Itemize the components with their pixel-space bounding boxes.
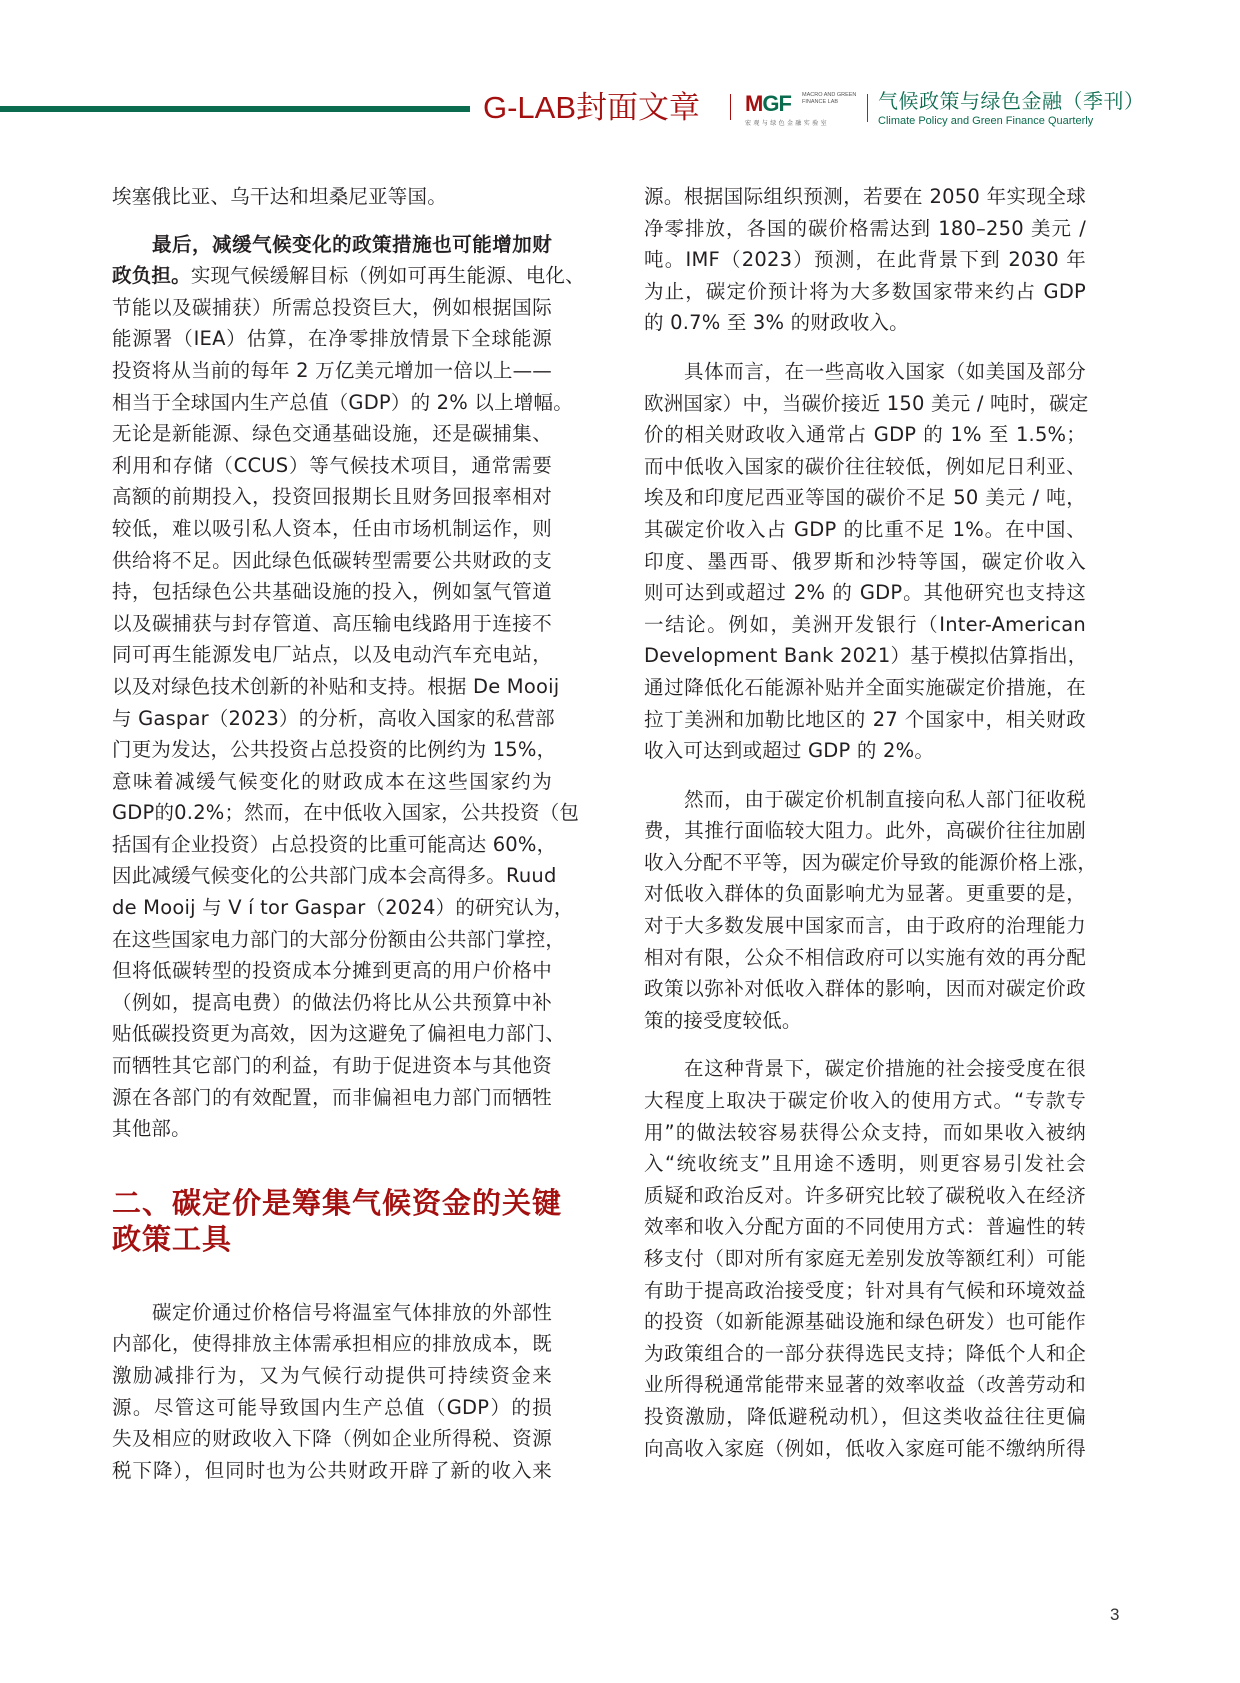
paragraph-line: 其他部。 <box>112 1117 191 1141</box>
logo-gf: GF <box>762 91 791 116</box>
paragraph-line: 通过降低化石能源补贴并全面实施碳定价措施，在 <box>644 675 1086 699</box>
paragraph-line: 策的接受度较低。 <box>644 1008 802 1032</box>
logo-m: M <box>745 91 763 116</box>
journal-title-en: Climate Policy and Green Finance Quarterly <box>878 115 1094 127</box>
left-column <box>112 181 585 1486</box>
paragraph-line: 净零排放，各国的碳价格需达到 180–250 美元 / <box>644 216 1086 240</box>
paragraph-line: 持，包括绿色公共基础设施的投入，例如氢气管道 <box>112 580 552 604</box>
paragraph-line: （例如，提高电费）的做法仍将比从公共预算中补 <box>112 990 552 1014</box>
paragraph-line: 源。根据国际组织预测，若要在 2050 年实现全球 <box>644 185 1086 208</box>
paragraph-line: Development Bank 2021）基于模拟估算指出， <box>644 644 1088 668</box>
paragraph-line: 埃及和印度尼西亚等国的碳价不足 50 美元 / 吨， <box>644 486 1086 510</box>
paragraph <box>644 181 1086 339</box>
paragraph-line: 大程度上取决于碳定价收入的使用方式。“专款专 <box>644 1089 1086 1113</box>
paragraph-line: 其碳定价收入占 GDP 的比重不足 1%。在中国、 <box>644 517 1086 541</box>
paragraph-line: 利用和存储（CCUS）等气候技术项目，通常需要 <box>112 453 552 477</box>
paragraph-line: 的 0.7% 至 3% 的财政收入。 <box>644 311 909 335</box>
right-column <box>644 181 1098 1464</box>
paragraph-line: 无论是新能源、绿色交通基础设施，还是碳捕集、 <box>112 422 552 446</box>
paragraph-line: 因此减缓气候变化的公共部门成本会高得多。Ruud <box>112 864 557 888</box>
paragraph-line: GDP的0.2%；然而，在中低收入国家，公共投资（包 <box>112 801 580 825</box>
paragraph-line: 然而，由于碳定价机制直接向私人部门征收税 <box>684 787 1086 811</box>
paragraph-line: 对低收入群体的负面影响尤为显著。更重要的是， <box>644 882 1086 906</box>
paragraph-line: 节能以及碳捕获）所需总投资巨大，例如根据国际 <box>112 295 552 319</box>
paragraph-line: 门更为发达，公共投资占总投资的比例约为 15%， <box>112 738 557 762</box>
paragraph-line: 费，其推行面临较大阻力。此外，高碳价往往加剧 <box>644 819 1086 843</box>
paragraph-line: 业所得税通常能带来显著的效率收益（改善劳动和 <box>644 1373 1086 1397</box>
bold-text: 政负担。 <box>112 264 191 288</box>
paragraph-line: 用”的做法较容易获得公众支持，而如果收入被纳 <box>644 1120 1086 1144</box>
paragraph-line: 为政策组合的一部分获得选民支持；降低个人和企 <box>644 1341 1086 1365</box>
paragraph-line: 税下降），但同时也为公共财政开辟了新的收入来 <box>112 1458 552 1482</box>
paragraph-line: 拉丁美洲和加勒比地区的 27 个国家中，相关财政 <box>644 707 1086 731</box>
paragraph <box>644 356 1089 767</box>
paragraph-line: 贴低碳投资更为高效，因为这避免了偏袒电力部门、 <box>112 1022 566 1046</box>
paragraph-line: 供给将不足。因此绿色低碳转型需要公共财政的支 <box>112 548 552 572</box>
paragraph-line: 向高收入家庭（例如，低收入家庭可能不缴纳所得 <box>644 1436 1086 1460</box>
paragraph-line: 在这些国家电力部门的大部分份额由公共部门掌控， <box>112 927 566 951</box>
paragraph-line: 移支付（即对所有家庭无差别发放等额红利）可能 <box>644 1247 1086 1270</box>
paragraph-line: 欧洲国家）中，当碳价接近 150 美元 / 吨时，碳定 <box>644 391 1089 415</box>
paragraph-line: 收入可达到或超过 GDP 的 2%。 <box>644 739 935 763</box>
paragraph-line: 高额的前期投入，投资回报期长且财务回报率相对 <box>112 485 552 509</box>
paragraph-line: 在这种背景下，碳定价措施的社会接受度在很 <box>684 1057 1086 1081</box>
logo-chinese-name: 宏观与绿色金融实验室 <box>745 120 830 127</box>
section-label: G-LAB封面文章 <box>483 90 701 125</box>
header-rule <box>0 106 470 112</box>
paragraph-line: 为止，碳定价预计将为大多数国家带来约占 GDP <box>644 279 1086 303</box>
paragraph-line: 投资将从当前的每年 2 万亿美元增加一倍以上—— <box>112 358 552 382</box>
journal-title <box>878 88 1145 128</box>
paragraph-line: 内部化，使得排放主体需承担相应的排放成本，既 <box>112 1332 552 1356</box>
header-divider <box>867 94 868 122</box>
paragraph-line: 激励减排行为，又为气候行动提供可持续资金来 <box>112 1364 552 1387</box>
paragraph-line: 相当于全球国内生产总值（GDP）的 2% 以上增幅。 <box>112 390 573 414</box>
paragraph <box>112 1297 552 1487</box>
section-heading-line: 政策工具 <box>112 1221 233 1256</box>
paragraph-line: 较低，难以吸引私人资本，任由市场机制运作，则 <box>112 516 552 540</box>
paragraph-line: 一结论。例如，美洲开发银行（Inter-American <box>644 612 1086 636</box>
paragraph-line: 具体而言，在一些高收入国家（如美国及部分 <box>684 359 1086 383</box>
paragraph-line: 政策以弥补对低收入群体的影响，因而对碳定价政 <box>644 977 1086 1001</box>
paragraph-line: 的投资（如新能源基础设施和绿色研发）也可能作 <box>644 1310 1086 1334</box>
paragraph-line <box>112 260 585 292</box>
mgf-logo-mark <box>745 92 791 116</box>
paragraph-line: de Mooij 与 V í tor Gaspar（2024）的研究认为， <box>112 896 574 920</box>
paragraph-line: 效率和收入分配方面的不同使用方式：普遍性的转 <box>644 1215 1086 1239</box>
page-header <box>0 88 1240 136</box>
paragraph-line: 印度、墨西哥、俄罗斯和沙特等国，碳定价收入 <box>644 549 1086 573</box>
journal-title-cn: 气候政策与绿色金融（季刊） <box>878 89 1145 113</box>
paragraph-line: 意味着减缓气候变化的财政成本在这些国家约为 <box>112 769 552 793</box>
paragraph-line: 入“统收统支”且用途不透明，则更容易引发社会 <box>644 1152 1086 1176</box>
paragraph <box>112 229 585 1145</box>
mgf-logo <box>745 92 857 128</box>
paragraph <box>644 1053 1086 1464</box>
paragraph-line: 与 Gaspar（2023）的分析，高收入国家的私营部 <box>112 706 555 730</box>
paragraph-line: 失及相应的财政收入下降（例如企业所得税、资源 <box>112 1427 552 1451</box>
paragraph-line: 对于大多数发展中国家而言，由于政府的治理能力 <box>644 914 1086 938</box>
paragraph-line: 源。尽管这可能导致国内生产总值（GDP）的损 <box>112 1395 552 1419</box>
paragraph-bold-lead: 最后，减缓气候变化的政策措施也可能增加财 <box>152 232 552 256</box>
paragraph-line: 而中低收入国家的碳价往往较低，例如尼日利亚、 <box>644 454 1086 478</box>
body-text: 实现气候缓解目标（例如可再生能源、电化、 <box>190 264 585 288</box>
paragraph-line: 而牺牲其它部门的利益，有助于促进资本与其他资 <box>112 1054 552 1078</box>
section-heading <box>112 1185 563 1257</box>
paragraph-line: 相对有限，公众不相信政府可以实施有效的再分配 <box>644 945 1086 969</box>
paragraph-line: 投资激励，降低避税动机），但这类收益往往更偏 <box>644 1404 1086 1428</box>
paragraph-line: 收入分配不平等，因为碳定价导致的能源价格上涨， <box>644 850 1098 874</box>
paragraph <box>644 784 1098 1037</box>
paragraph-line: 有助于提高政治接受度；针对具有气候和环境效益 <box>644 1278 1086 1302</box>
paragraph <box>112 181 552 213</box>
paragraph-line: 源在各部门的有效配置，而非偏袒电力部门而牺牲 <box>112 1085 552 1109</box>
page-number: 3 <box>1110 1605 1120 1624</box>
paragraph-line: 埃塞俄比亚、乌干达和坦桑尼亚等国。 <box>112 185 447 208</box>
paragraph-line: 以及碳捕获与封存管道、高压输电线路用于连接不 <box>112 611 552 635</box>
paragraph-line: 吨。IMF（2023）预测，在此背景下到 2030 年 <box>644 248 1086 272</box>
paragraph-line: 以及对绿色技术创新的补贴和支持。根据 De Mooij <box>112 674 560 698</box>
paragraph-line: 括国有企业投资）占总投资的比重可能高达 60%， <box>112 832 557 856</box>
paragraph-line: 同可再生能源发电厂站点，以及电动汽车充电站， <box>112 643 552 667</box>
paragraph-line: 价的相关财政收入通常占 GDP 的 1% 至 1.5%； <box>644 423 1086 447</box>
section-heading-line: 二、碳定价是筹集气候资金的关键 <box>112 1185 563 1220</box>
paragraph-line: 质疑和政治反对。许多研究比较了碳税收入在经济 <box>644 1183 1086 1207</box>
header-divider <box>730 94 731 120</box>
paragraph-line: 则可达到或超过 2% 的 GDP。其他研究也支持这 <box>644 581 1086 605</box>
paragraph-line: 但将低碳转型的投资成本分摊到更高的用户价格中 <box>112 959 552 983</box>
paragraph-line: 能源署（IEA）估算，在净零排放情景下全球能源 <box>112 327 552 351</box>
paragraph-line: 碳定价通过价格信号将温室气体排放的外部性 <box>152 1300 552 1324</box>
logo-english-name: MACRO AND GREEN FINANCE LAB <box>802 92 857 105</box>
